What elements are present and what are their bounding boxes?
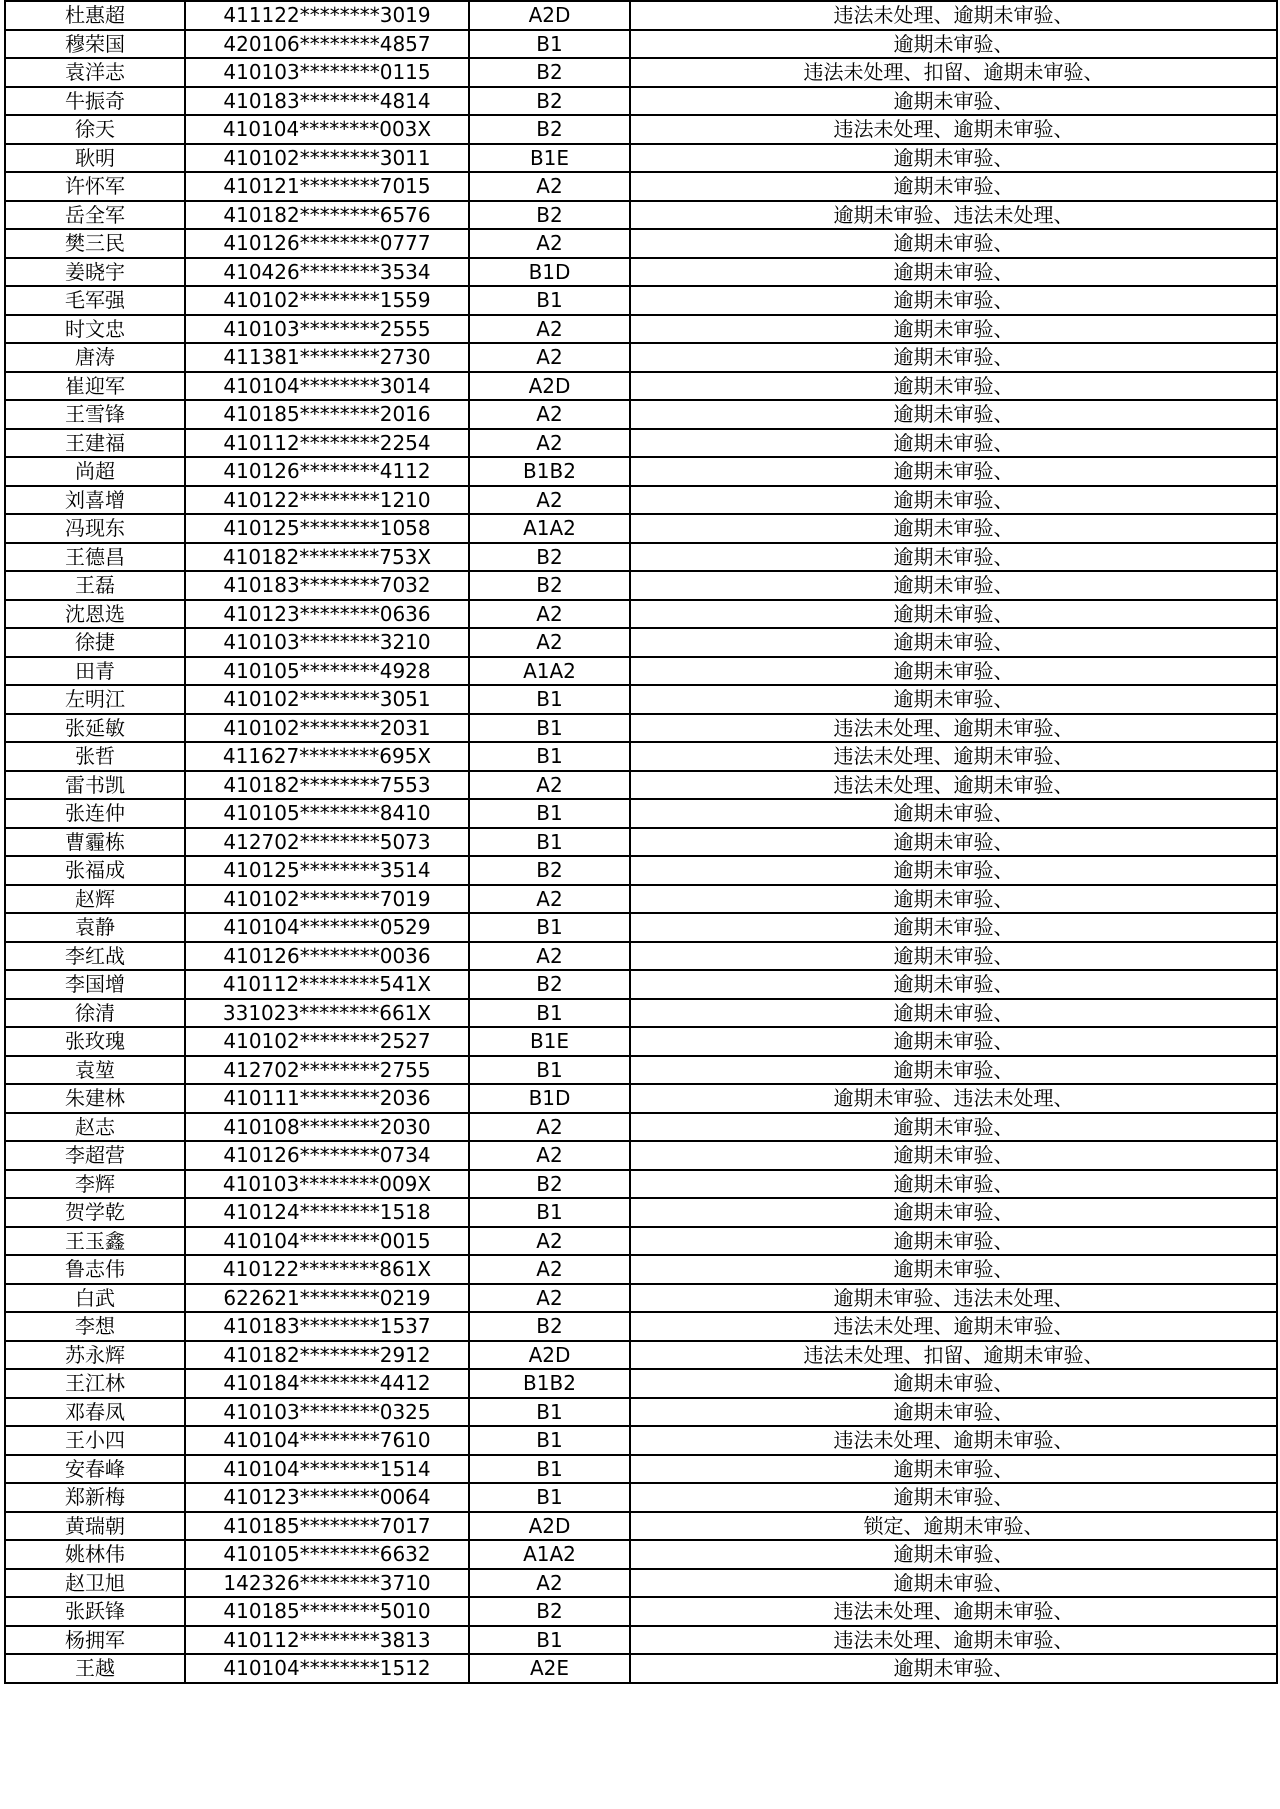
table-row — [5, 258, 1277, 287]
name-cell: 白武 — [5, 1284, 185, 1313]
license-class-cell: B1E — [469, 144, 630, 173]
id-number-cell: 410105********8410 — [185, 799, 469, 828]
name-cell: 唐涛 — [5, 343, 185, 372]
id-number-cell: 410104********7610 — [185, 1426, 469, 1455]
license-class-cell: A1A2 — [469, 514, 630, 543]
name-cell: 田青 — [5, 657, 185, 686]
license-class-cell: A2 — [469, 1255, 630, 1284]
name-cell: 岳全军 — [5, 201, 185, 230]
status-cell: 逾期未审验、 — [630, 1198, 1277, 1227]
name-cell: 朱建林 — [5, 1084, 185, 1113]
status-cell: 逾期未审验、 — [630, 685, 1277, 714]
table-row — [5, 1141, 1277, 1170]
document-page — [4, 0, 1276, 1684]
name-cell: 许怀军 — [5, 172, 185, 201]
table-row — [5, 1512, 1277, 1541]
id-number-cell: 410111********2036 — [185, 1084, 469, 1113]
id-number-cell: 410183********1537 — [185, 1312, 469, 1341]
id-number-cell: 410104********3014 — [185, 372, 469, 401]
id-number-cell: 410124********1518 — [185, 1198, 469, 1227]
name-cell: 贺学乾 — [5, 1198, 185, 1227]
name-cell: 张玫瑰 — [5, 1027, 185, 1056]
name-cell: 张延敏 — [5, 714, 185, 743]
license-class-cell: A2D — [469, 372, 630, 401]
license-class-cell: B1 — [469, 1626, 630, 1655]
table-row — [5, 543, 1277, 572]
name-cell: 徐捷 — [5, 628, 185, 657]
status-cell: 逾期未审验、 — [630, 486, 1277, 515]
license-class-cell: B1D — [469, 1084, 630, 1113]
name-cell: 王玉鑫 — [5, 1227, 185, 1256]
status-cell: 违法未处理、逾期未审验、 — [630, 714, 1277, 743]
name-cell: 曹霾栋 — [5, 828, 185, 857]
status-cell: 逾期未审验、 — [630, 286, 1277, 315]
name-cell: 徐清 — [5, 999, 185, 1028]
table-row — [5, 1170, 1277, 1199]
license-class-cell: B1 — [469, 742, 630, 771]
status-cell: 逾期未审验、 — [630, 828, 1277, 857]
table-row — [5, 400, 1277, 429]
status-cell: 逾期未审验、 — [630, 1056, 1277, 1085]
name-cell: 张哲 — [5, 742, 185, 771]
status-cell: 逾期未审验、 — [630, 30, 1277, 59]
name-cell: 樊三民 — [5, 229, 185, 258]
id-number-cell: 410108********2030 — [185, 1113, 469, 1142]
table-row — [5, 115, 1277, 144]
name-cell: 王江林 — [5, 1369, 185, 1398]
name-cell: 雷书凯 — [5, 771, 185, 800]
id-number-cell: 410183********7032 — [185, 571, 469, 600]
status-cell: 逾期未审验、 — [630, 343, 1277, 372]
table-row — [5, 229, 1277, 258]
license-class-cell: B1 — [469, 714, 630, 743]
license-class-cell: A1A2 — [469, 1540, 630, 1569]
license-class-cell: A2 — [469, 429, 630, 458]
table-row — [5, 628, 1277, 657]
license-class-cell: B1 — [469, 286, 630, 315]
id-number-cell: 412702********5073 — [185, 828, 469, 857]
license-class-cell: A2 — [469, 1113, 630, 1142]
table-row — [5, 1027, 1277, 1056]
table-row — [5, 799, 1277, 828]
status-cell: 逾期未审验、 — [630, 543, 1277, 572]
name-cell: 王雪锋 — [5, 400, 185, 429]
id-number-cell: 410104********003X — [185, 115, 469, 144]
status-cell: 违法未处理、逾期未审验、 — [630, 115, 1277, 144]
license-class-cell: B2 — [469, 58, 630, 87]
status-cell: 逾期未审验、 — [630, 315, 1277, 344]
id-number-cell: 410185********2016 — [185, 400, 469, 429]
id-number-cell: 410182********2912 — [185, 1341, 469, 1370]
status-cell: 逾期未审验、 — [630, 1483, 1277, 1512]
license-class-cell: A2D — [469, 1, 630, 30]
table-row — [5, 1540, 1277, 1569]
license-class-cell: B1 — [469, 1056, 630, 1085]
table-row — [5, 144, 1277, 173]
license-class-cell: A2 — [469, 942, 630, 971]
name-cell: 崔迎军 — [5, 372, 185, 401]
name-cell: 袁静 — [5, 913, 185, 942]
id-number-cell: 331023********661X — [185, 999, 469, 1028]
table-row — [5, 1, 1277, 30]
license-class-cell: A2 — [469, 771, 630, 800]
license-class-cell: A2 — [469, 600, 630, 629]
table-row — [5, 1312, 1277, 1341]
name-cell: 李超营 — [5, 1141, 185, 1170]
status-cell: 逾期未审验、 — [630, 514, 1277, 543]
license-class-cell: B1 — [469, 913, 630, 942]
license-class-cell: A2D — [469, 1512, 630, 1541]
id-number-cell: 410122********861X — [185, 1255, 469, 1284]
table-row — [5, 1398, 1277, 1427]
name-cell: 袁堃 — [5, 1056, 185, 1085]
id-number-cell: 410182********6576 — [185, 201, 469, 230]
id-number-cell: 142326********3710 — [185, 1569, 469, 1598]
status-cell: 违法未处理、逾期未审验、 — [630, 742, 1277, 771]
name-cell: 王磊 — [5, 571, 185, 600]
table-row — [5, 856, 1277, 885]
license-class-cell: B1E — [469, 1027, 630, 1056]
name-cell: 刘喜增 — [5, 486, 185, 515]
name-cell: 王越 — [5, 1654, 185, 1683]
id-number-cell: 420106********4857 — [185, 30, 469, 59]
table-row — [5, 1084, 1277, 1113]
license-class-cell: B2 — [469, 543, 630, 572]
table-row — [5, 685, 1277, 714]
name-cell: 徐天 — [5, 115, 185, 144]
name-cell: 张跃锋 — [5, 1597, 185, 1626]
table-row — [5, 1369, 1277, 1398]
status-cell: 逾期未审验、 — [630, 1227, 1277, 1256]
name-cell: 杜惠超 — [5, 1, 185, 30]
license-class-cell: B2 — [469, 1597, 630, 1626]
table-row — [5, 286, 1277, 315]
license-class-cell: A2 — [469, 315, 630, 344]
name-cell: 苏永辉 — [5, 1341, 185, 1370]
license-class-cell: B2 — [469, 571, 630, 600]
table-row — [5, 999, 1277, 1028]
name-cell: 穆荣国 — [5, 30, 185, 59]
id-number-cell: 410125********1058 — [185, 514, 469, 543]
id-number-cell: 410112********2254 — [185, 429, 469, 458]
status-cell: 锁定、逾期未审验、 — [630, 1512, 1277, 1541]
id-number-cell: 410103********0325 — [185, 1398, 469, 1427]
status-cell: 逾期未审验、 — [630, 372, 1277, 401]
table-row — [5, 828, 1277, 857]
table-row — [5, 1284, 1277, 1313]
id-number-cell: 410102********1559 — [185, 286, 469, 315]
license-class-cell: A2 — [469, 1284, 630, 1313]
id-number-cell: 410102********3051 — [185, 685, 469, 714]
status-cell: 违法未处理、逾期未审验、 — [630, 771, 1277, 800]
table-row — [5, 343, 1277, 372]
name-cell: 杨拥军 — [5, 1626, 185, 1655]
license-class-cell: B1D — [469, 258, 630, 287]
name-cell: 张福成 — [5, 856, 185, 885]
status-cell: 逾期未审验、 — [630, 1027, 1277, 1056]
table-row — [5, 30, 1277, 59]
status-cell: 逾期未审验、 — [630, 144, 1277, 173]
license-class-cell: B2 — [469, 87, 630, 116]
id-number-cell: 410103********009X — [185, 1170, 469, 1199]
id-number-cell: 410125********3514 — [185, 856, 469, 885]
table-row — [5, 372, 1277, 401]
id-number-cell: 410104********1514 — [185, 1455, 469, 1484]
id-number-cell: 410185********7017 — [185, 1512, 469, 1541]
table-row — [5, 514, 1277, 543]
status-cell: 逾期未审验、 — [630, 571, 1277, 600]
table-row — [5, 87, 1277, 116]
license-class-cell: B2 — [469, 856, 630, 885]
id-number-cell: 410123********0064 — [185, 1483, 469, 1512]
table-row — [5, 657, 1277, 686]
id-number-cell: 410103********0115 — [185, 58, 469, 87]
status-cell: 逾期未审验、 — [630, 400, 1277, 429]
status-cell: 违法未处理、逾期未审验、 — [630, 1426, 1277, 1455]
name-cell: 张连仲 — [5, 799, 185, 828]
table-row — [5, 714, 1277, 743]
id-number-cell: 410185********5010 — [185, 1597, 469, 1626]
table-row — [5, 58, 1277, 87]
status-cell: 逾期未审验、 — [630, 942, 1277, 971]
id-number-cell: 411122********3019 — [185, 1, 469, 30]
status-cell: 逾期未审验、 — [630, 1255, 1277, 1284]
name-cell: 黄瑞朝 — [5, 1512, 185, 1541]
id-number-cell: 410122********1210 — [185, 486, 469, 515]
id-number-cell: 410182********7553 — [185, 771, 469, 800]
table-row — [5, 1056, 1277, 1085]
status-cell: 违法未处理、扣留、逾期未审验、 — [630, 58, 1277, 87]
id-number-cell: 410183********4814 — [185, 87, 469, 116]
status-cell: 逾期未审验、 — [630, 628, 1277, 657]
license-class-cell: A2 — [469, 1141, 630, 1170]
table-row — [5, 571, 1277, 600]
name-cell: 姜晓宇 — [5, 258, 185, 287]
status-cell: 逾期未审验、 — [630, 229, 1277, 258]
status-cell: 逾期未审验、违法未处理、 — [630, 1284, 1277, 1313]
license-class-cell: B1 — [469, 799, 630, 828]
name-cell: 郑新梅 — [5, 1483, 185, 1512]
id-number-cell: 410126********4112 — [185, 457, 469, 486]
status-cell: 逾期未审验、 — [630, 1141, 1277, 1170]
name-cell: 王德昌 — [5, 543, 185, 572]
id-number-cell: 410126********0036 — [185, 942, 469, 971]
license-class-cell: B1 — [469, 1483, 630, 1512]
name-cell: 尚超 — [5, 457, 185, 486]
table-row — [5, 600, 1277, 629]
license-class-cell: B1B2 — [469, 457, 630, 486]
table-row — [5, 1113, 1277, 1142]
license-class-cell: B2 — [469, 1170, 630, 1199]
license-class-cell: B1 — [469, 685, 630, 714]
id-number-cell: 410105********4928 — [185, 657, 469, 686]
id-number-cell: 410126********0734 — [185, 1141, 469, 1170]
license-class-cell: B2 — [469, 115, 630, 144]
id-number-cell: 410102********2031 — [185, 714, 469, 743]
id-number-cell: 411381********2730 — [185, 343, 469, 372]
name-cell: 邓春凤 — [5, 1398, 185, 1427]
status-cell: 逾期未审验、 — [630, 1170, 1277, 1199]
table-row — [5, 885, 1277, 914]
id-number-cell: 410102********3011 — [185, 144, 469, 173]
name-cell: 王小四 — [5, 1426, 185, 1455]
table-row — [5, 1341, 1277, 1370]
id-number-cell: 410105********6632 — [185, 1540, 469, 1569]
table-body — [5, 1, 1277, 1683]
name-cell: 李辉 — [5, 1170, 185, 1199]
status-cell: 逾期未审验、 — [630, 258, 1277, 287]
status-cell: 逾期未审验、 — [630, 1540, 1277, 1569]
table-row — [5, 1569, 1277, 1598]
table-row — [5, 1455, 1277, 1484]
license-class-cell: B1B2 — [469, 1369, 630, 1398]
license-class-cell: B1 — [469, 30, 630, 59]
status-cell: 违法未处理、逾期未审验、 — [630, 1626, 1277, 1655]
name-cell: 时文忠 — [5, 315, 185, 344]
license-class-cell: B1 — [469, 999, 630, 1028]
table-row — [5, 429, 1277, 458]
table-row — [5, 1654, 1277, 1683]
table-row — [5, 1483, 1277, 1512]
status-cell: 逾期未审验、 — [630, 970, 1277, 999]
status-cell: 逾期未审验、 — [630, 1398, 1277, 1427]
status-cell: 逾期未审验、 — [630, 429, 1277, 458]
table-row — [5, 1597, 1277, 1626]
table-row — [5, 1198, 1277, 1227]
id-number-cell: 410103********2555 — [185, 315, 469, 344]
id-number-cell: 410182********753X — [185, 543, 469, 572]
name-cell: 李国增 — [5, 970, 185, 999]
license-class-cell: A1A2 — [469, 657, 630, 686]
id-number-cell: 410102********7019 — [185, 885, 469, 914]
id-number-cell: 410121********7015 — [185, 172, 469, 201]
status-cell: 逾期未审验、 — [630, 999, 1277, 1028]
name-cell: 左明江 — [5, 685, 185, 714]
table-row — [5, 1255, 1277, 1284]
status-cell: 逾期未审验、 — [630, 885, 1277, 914]
table-row — [5, 1626, 1277, 1655]
table-row — [5, 742, 1277, 771]
name-cell: 袁洋志 — [5, 58, 185, 87]
status-cell: 逾期未审验、 — [630, 1455, 1277, 1484]
name-cell: 冯现东 — [5, 514, 185, 543]
license-class-cell: B1 — [469, 1398, 630, 1427]
status-cell: 违法未处理、逾期未审验、 — [630, 1, 1277, 30]
id-number-cell: 411627********695X — [185, 742, 469, 771]
id-number-cell: 622621********0219 — [185, 1284, 469, 1313]
license-class-cell: A2 — [469, 486, 630, 515]
name-cell: 毛军强 — [5, 286, 185, 315]
table-row — [5, 913, 1277, 942]
status-cell: 逾期未审验、 — [630, 856, 1277, 885]
status-cell: 逾期未审验、 — [630, 799, 1277, 828]
status-cell: 逾期未审验、 — [630, 457, 1277, 486]
license-class-cell: A2 — [469, 172, 630, 201]
status-cell: 违法未处理、逾期未审验、 — [630, 1597, 1277, 1626]
license-class-cell: B2 — [469, 201, 630, 230]
license-class-cell: A2E — [469, 1654, 630, 1683]
license-class-cell: B1 — [469, 1198, 630, 1227]
name-cell: 牛振奇 — [5, 87, 185, 116]
status-cell: 逾期未审验、 — [630, 87, 1277, 116]
id-number-cell: 410104********0529 — [185, 913, 469, 942]
license-class-cell: A2 — [469, 229, 630, 258]
status-cell: 违法未处理、逾期未审验、 — [630, 1312, 1277, 1341]
table-row — [5, 1227, 1277, 1256]
license-class-cell: B1 — [469, 828, 630, 857]
status-cell: 逾期未审验、 — [630, 1569, 1277, 1598]
license-class-cell: B2 — [469, 1312, 630, 1341]
table-row — [5, 457, 1277, 486]
license-class-cell: B2 — [469, 970, 630, 999]
name-cell: 沈恩选 — [5, 600, 185, 629]
license-class-cell: A2 — [469, 628, 630, 657]
table-row — [5, 172, 1277, 201]
license-class-cell: A2 — [469, 1569, 630, 1598]
status-cell: 逾期未审验、 — [630, 913, 1277, 942]
name-cell: 李想 — [5, 1312, 185, 1341]
name-cell: 赵卫旭 — [5, 1569, 185, 1598]
table-row — [5, 201, 1277, 230]
table-row — [5, 942, 1277, 971]
name-cell: 鲁志伟 — [5, 1255, 185, 1284]
id-number-cell: 410112********3813 — [185, 1626, 469, 1655]
license-class-cell: B1 — [469, 1426, 630, 1455]
license-class-cell: A2 — [469, 885, 630, 914]
table-row — [5, 970, 1277, 999]
id-number-cell: 410103********3210 — [185, 628, 469, 657]
name-cell: 王建福 — [5, 429, 185, 458]
status-cell: 逾期未审验、 — [630, 172, 1277, 201]
status-cell: 逾期未审验、 — [630, 600, 1277, 629]
table-row — [5, 1426, 1277, 1455]
id-number-cell: 410426********3534 — [185, 258, 469, 287]
name-cell: 耿明 — [5, 144, 185, 173]
id-number-cell: 412702********2755 — [185, 1056, 469, 1085]
table-row — [5, 771, 1277, 800]
id-number-cell: 410104********1512 — [185, 1654, 469, 1683]
status-cell: 逾期未审验、违法未处理、 — [630, 201, 1277, 230]
id-number-cell: 410112********541X — [185, 970, 469, 999]
id-number-cell: 410126********0777 — [185, 229, 469, 258]
name-cell: 李红战 — [5, 942, 185, 971]
license-class-cell: A2 — [469, 1227, 630, 1256]
table-row — [5, 486, 1277, 515]
id-number-cell: 410104********0015 — [185, 1227, 469, 1256]
name-cell: 姚林伟 — [5, 1540, 185, 1569]
table-row — [5, 315, 1277, 344]
status-cell: 逾期未审验、 — [630, 1369, 1277, 1398]
status-cell: 逾期未审验、 — [630, 1113, 1277, 1142]
id-number-cell: 410102********2527 — [185, 1027, 469, 1056]
status-cell: 违法未处理、扣留、逾期未审验、 — [630, 1341, 1277, 1370]
id-number-cell: 410184********4412 — [185, 1369, 469, 1398]
name-cell: 安春峰 — [5, 1455, 185, 1484]
license-class-cell: A2D — [469, 1341, 630, 1370]
license-class-cell: A2 — [469, 343, 630, 372]
status-cell: 逾期未审验、违法未处理、 — [630, 1084, 1277, 1113]
license-class-cell: A2 — [469, 400, 630, 429]
name-cell: 赵辉 — [5, 885, 185, 914]
driver-license-table — [4, 0, 1278, 1684]
status-cell: 逾期未审验、 — [630, 1654, 1277, 1683]
status-cell: 逾期未审验、 — [630, 657, 1277, 686]
id-number-cell: 410123********0636 — [185, 600, 469, 629]
name-cell: 赵志 — [5, 1113, 185, 1142]
license-class-cell: B1 — [469, 1455, 630, 1484]
